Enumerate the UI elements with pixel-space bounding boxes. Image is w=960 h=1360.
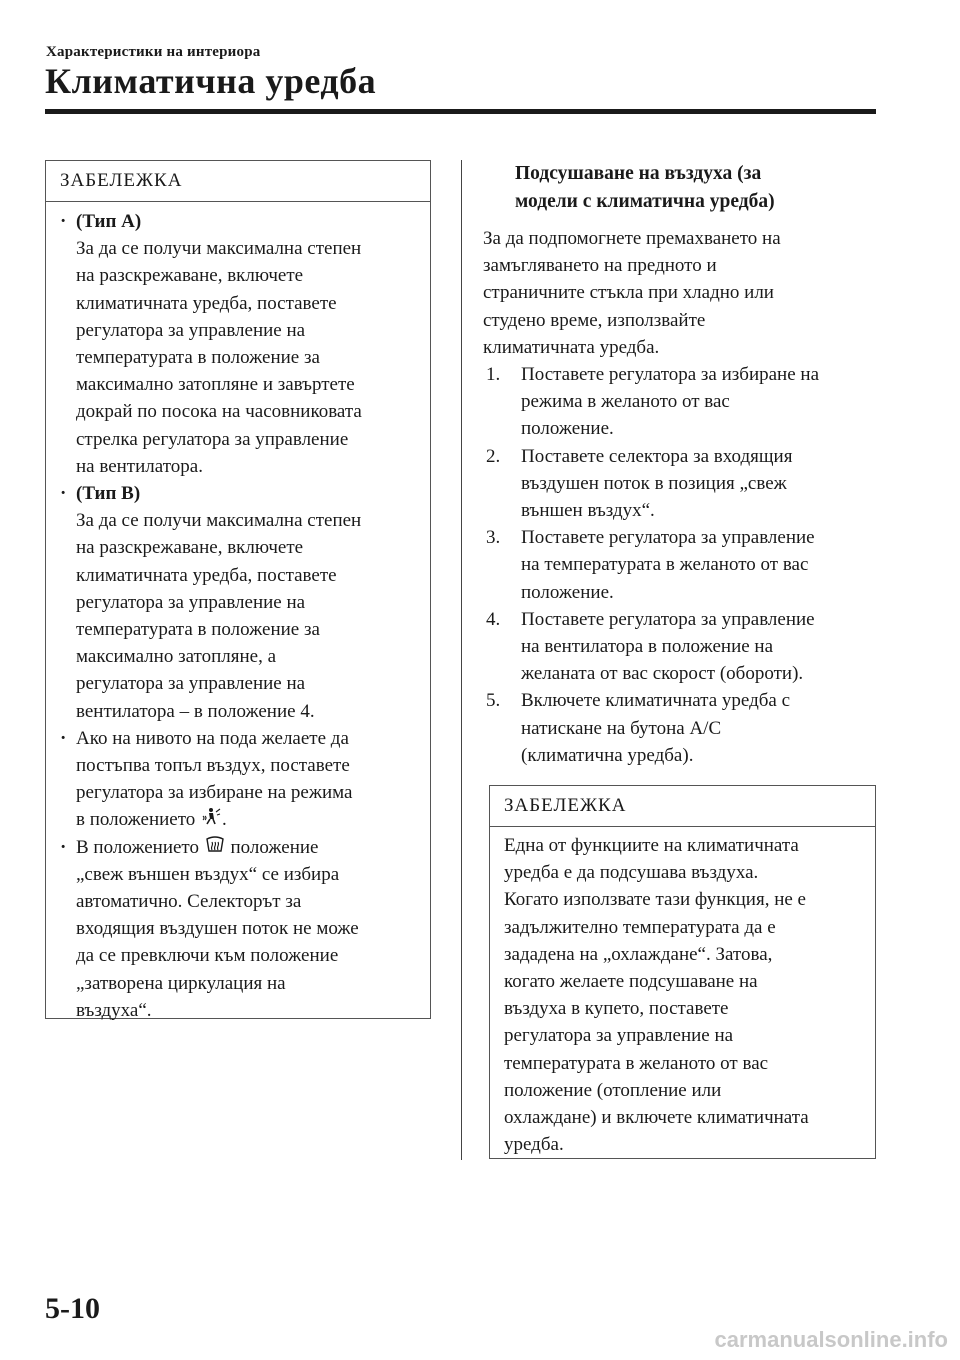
text-line: страничните стъкла при хладно или	[483, 282, 774, 304]
text-line: когато желаете подсушаване на	[504, 971, 758, 993]
text-line: задължително температурата да е	[504, 916, 776, 938]
bullet-label: (Тип B)	[76, 483, 141, 505]
left-note-body	[46, 202, 430, 1032]
text-line: регулатора за избиране на режима	[76, 782, 353, 804]
text-line: автоматично. Селекторът за	[76, 891, 302, 913]
step-number: 1.	[486, 364, 501, 386]
step-item	[483, 443, 878, 525]
text-line: на вентилатора в положение на	[521, 636, 774, 658]
text-line: натискане на бутона A/C	[521, 717, 722, 739]
text-line: въздуха“.	[76, 999, 152, 1021]
right-note-body	[490, 827, 875, 1166]
text-fragment: в положението	[76, 809, 196, 831]
text-line: Когато използвате тази функция, не е	[504, 889, 806, 911]
text-line	[76, 834, 420, 861]
note-bullet-floor-air	[60, 725, 420, 834]
bullet-label: (Тип A)	[76, 211, 142, 232]
intro-paragraph	[483, 225, 878, 361]
text-line: студено време, използвайте	[483, 309, 706, 331]
text-line: вентилатора – в положение 4.	[76, 700, 315, 722]
text-line: докрай по посока на часовниковата	[76, 401, 362, 423]
step-number: 2.	[486, 445, 501, 467]
step-item	[483, 687, 878, 769]
text-line: климатичната уредба, поставете	[76, 292, 337, 314]
bullet-dot: ·	[60, 483, 67, 505]
text-line: на разскрежаване, включете	[76, 537, 304, 559]
bullet-dot: ·	[60, 836, 67, 858]
text-fragment: положение	[230, 836, 319, 858]
text-line: Една от функциите на климатичната	[504, 835, 799, 856]
left-note-box	[45, 160, 431, 1019]
step-item	[483, 606, 878, 688]
bullet-dot: ·	[60, 211, 67, 232]
text-line: на вентилатора.	[76, 455, 203, 477]
text-line: въздуха в купето, поставете	[504, 998, 729, 1020]
text-line: За да се получи максимална степен	[76, 238, 362, 260]
column-divider	[461, 160, 462, 1160]
text-line: положение.	[521, 418, 614, 440]
text-line: въздушен поток в позиция „свеж	[521, 472, 787, 494]
page-number: 5-10	[45, 1292, 100, 1325]
text-line: Поставете регулатора за управление	[521, 527, 815, 549]
text-fragment: .	[222, 809, 227, 831]
text-line: охлаждане) и включете климатичната	[504, 1107, 809, 1129]
text-line: уредба е да подсушава въздуха.	[504, 862, 759, 884]
text-line: Поставете регулатора за избиране на	[521, 364, 820, 386]
text-line: положение (отопление или	[504, 1079, 722, 1101]
text-line: входящия въздушен поток не може	[76, 918, 359, 940]
text-line: Ако на нивото на пода желаете да	[76, 727, 349, 749]
text-line: За да се получи максимална степен	[76, 510, 362, 532]
text-line: замъгляването на предното и	[483, 255, 717, 277]
text-line: на разскрежаване, включете	[76, 265, 304, 287]
note-bullet-type-b	[60, 480, 420, 725]
right-note-heading: ЗАБЕЛЕЖКА	[490, 786, 875, 827]
text-line: (климатична уредба).	[521, 744, 694, 766]
note-bullet-defrost	[60, 834, 420, 1024]
text-line: положение.	[521, 581, 614, 603]
right-column	[483, 160, 878, 769]
text-line: максимално затопляне, а	[76, 646, 277, 668]
left-note-heading: ЗАБЕЛЕЖКА	[46, 161, 430, 202]
text-line: зададена на „охлаждане“. Затова,	[504, 943, 773, 965]
step-item	[483, 524, 878, 606]
text-line: Включете климатичната уредба с	[521, 690, 791, 712]
step-item	[483, 361, 878, 443]
text-line: режима в желаното от вас	[521, 391, 730, 413]
watermark: carmanualsonline.info	[714, 1327, 948, 1352]
subhead-line: модели с климатична уредба)	[515, 191, 775, 212]
text-fragment: В положението	[76, 836, 199, 858]
text-line: желаната от вас скорост (обороти).	[521, 663, 804, 685]
right-note-box	[489, 785, 876, 1159]
text-line: регулатора за управление на	[76, 673, 306, 695]
text-line: уредба.	[504, 1134, 564, 1156]
text-line	[76, 806, 420, 833]
text-line: на температурата в желаното от вас	[521, 554, 809, 576]
subhead-line: Подсушаване на въздуха (за	[515, 163, 762, 184]
steps-list	[483, 361, 878, 769]
text-line: постъпва топъл въздух, поставете	[76, 755, 350, 777]
text-line: външен въздух“.	[521, 500, 655, 522]
text-line: стрелка регулатора за управление	[76, 428, 349, 450]
text-line: „затворена циркулация на	[76, 972, 286, 994]
text-line: „свеж външен въздух“ се избира	[76, 863, 340, 885]
note-bullet-type-a	[60, 208, 420, 480]
title-rule	[45, 109, 876, 114]
text-line: температурата в положение за	[76, 619, 320, 641]
text-line: климатичната уредба, поставете	[76, 564, 337, 586]
text-line: климатичната уредба.	[483, 336, 660, 358]
text-line: температурата в желаното от вас	[504, 1052, 769, 1074]
text-line: Поставете регулатора за управление	[521, 608, 815, 630]
section-label: Характеристики на интериора	[46, 44, 261, 60]
text-line: температурата в положение за	[76, 347, 320, 369]
text-line: регулатора за управление на	[76, 319, 306, 341]
step-number: 4.	[486, 608, 501, 630]
floor-defrost-icon	[201, 807, 221, 827]
text-line: регулатора за управление на	[76, 591, 306, 613]
subsection-heading	[483, 160, 878, 216]
bullet-dot: ·	[60, 727, 67, 749]
text-line: За да подпомогнете премахването на	[483, 228, 781, 249]
step-number: 5.	[486, 690, 501, 712]
text-line: регулатора за управление на	[504, 1025, 734, 1047]
page-title: Климатична уредба	[45, 61, 377, 101]
text-line: да се превключи към положение	[76, 945, 339, 967]
windshield-defrost-icon	[205, 835, 225, 855]
text-line: Поставете селектора за входящия	[521, 445, 793, 467]
text-line: максимално затопляне и завъртете	[76, 374, 355, 396]
step-number: 3.	[486, 527, 501, 549]
